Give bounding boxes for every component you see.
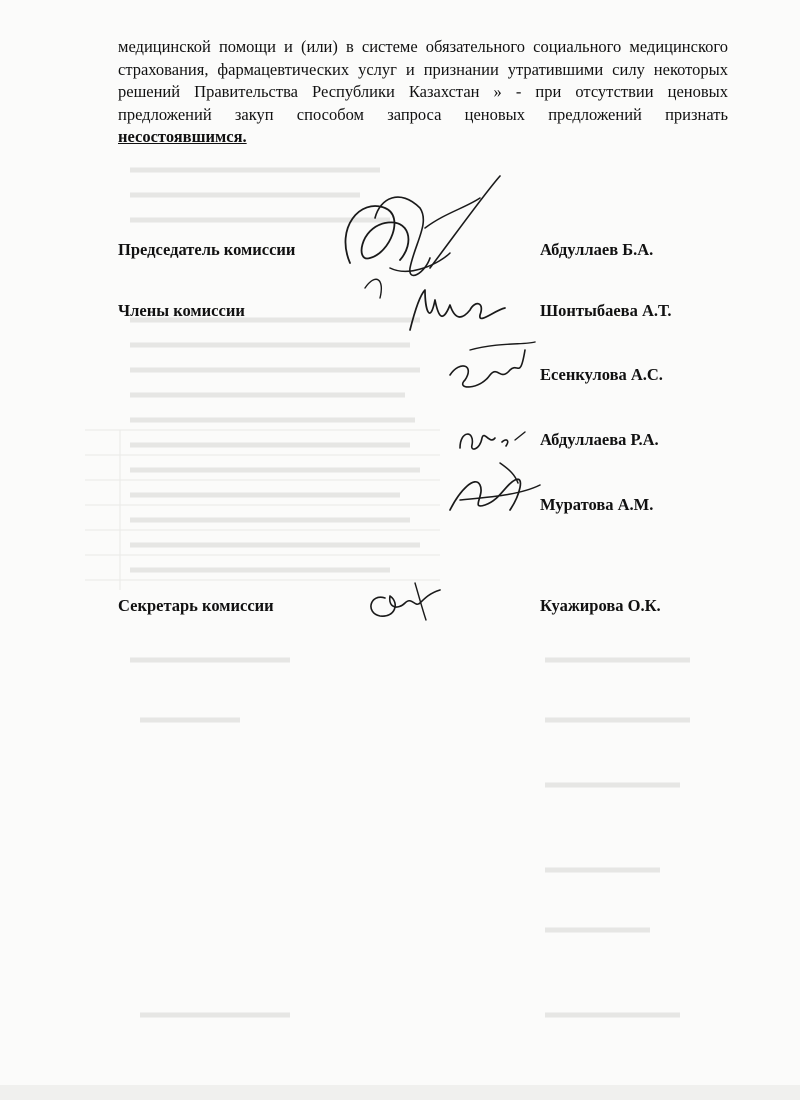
decision-paragraph <box>118 36 728 149</box>
members-row-4 <box>118 495 728 521</box>
members-row-3 <box>118 430 728 456</box>
chairman-name: Абдуллаев Б.А. <box>540 240 654 259</box>
decision-text: медицинской помощи и (или) в системе обязательного социального медицинского страхования, фармацевтических услуг и признании утратившими силу некоторых решений Правительства Республики Казахстан » - при отсутствии ценовых предложений закуп способом запроса ценовых предложений признать <box>118 37 728 124</box>
member-signature-2 <box>440 340 540 400</box>
members-row-2 <box>118 365 728 391</box>
members-role-label: Члены комиссии <box>118 301 245 320</box>
member-name-2: Есенкулова А.С. <box>540 365 663 384</box>
chairman-role-label: Председатель комиссии <box>118 240 296 259</box>
decision-emphasis: несостоявшимся. <box>118 127 247 146</box>
member-signature-3 <box>450 420 530 460</box>
secretary-signature <box>360 578 450 628</box>
member-name-3: Абдуллаева Р.А. <box>540 430 659 449</box>
member-name-1: Шонтыбаева А.Т. <box>540 301 672 320</box>
member-signature-4 <box>440 455 550 525</box>
member-signature-1 <box>400 280 510 340</box>
secretary-name: Куажирова О.К. <box>540 596 661 615</box>
secretary-role-label: Секретарь комиссии <box>118 596 274 615</box>
member-name-4: Муратова А.М. <box>540 495 654 514</box>
